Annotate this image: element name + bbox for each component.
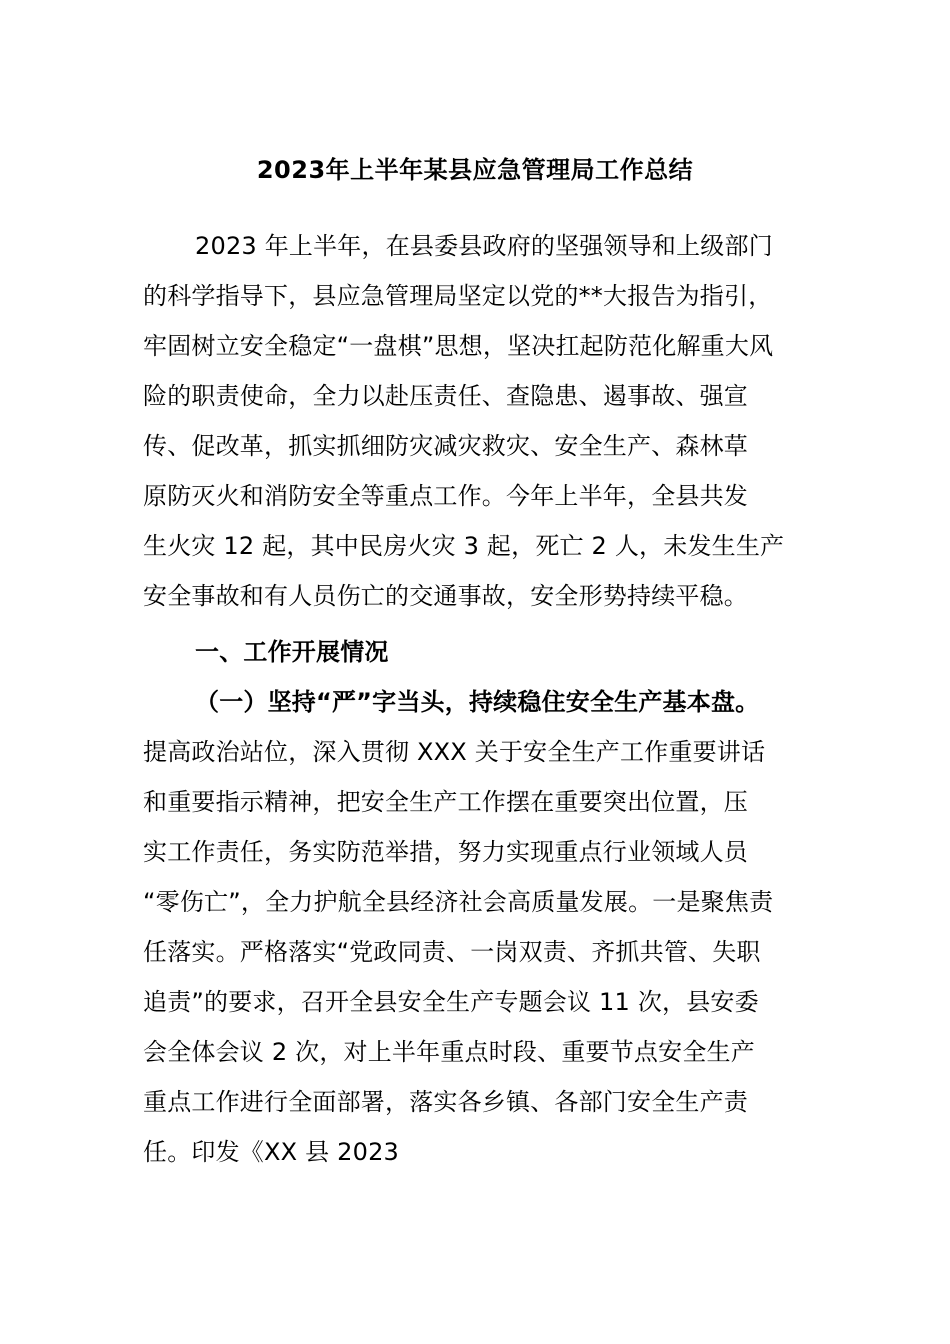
- paragraph-line: 会全体会议 2 次，对上半年重点时段、重要节点安全生产: [143, 1038, 755, 1066]
- paragraph-line: 的科学指导下，县应急管理局坚定以党的**大报告为指引，: [143, 282, 773, 310]
- paragraph-line: 任。印发《XX 县 2023: [143, 1138, 400, 1166]
- paragraph-line: 传、促改革，抓实抓细防灾减灾救灾、安全生产、森林草: [143, 432, 748, 460]
- document-title: 2023年上半年某县应急管理局工作总结: [256, 156, 694, 184]
- section-heading: （一）坚持“严”字当头，持续稳住安全生产基本盘。: [195, 688, 760, 716]
- paragraph-line: 和重要指示精神，把安全生产工作摆在重要突出位置，压: [143, 788, 748, 816]
- section-heading: 一、工作开展情况: [195, 638, 389, 666]
- paragraph-line: 重点工作进行全面部署，落实各乡镇、各部门安全生产责: [143, 1088, 748, 1116]
- paragraph-line: 原防灭火和消防安全等重点工作。今年上半年，全县共发: [143, 482, 748, 510]
- paragraph-line: 实工作责任，务实防范举措，努力实现重点行业领域人员: [143, 838, 748, 866]
- paragraph-line: 2023 年上半年，在县委县政府的坚强领导和上级部门: [195, 232, 773, 260]
- paragraph-line: 生火灾 12 起，其中民房火灾 3 起，死亡 2 人，未发生生产: [143, 532, 785, 560]
- paragraph-line: 任落实。严格落实“党政同责、一岗双责、齐抓共管、失职: [143, 938, 761, 966]
- paragraph-line: “零伤亡”，全力护航全县经济社会高质量发展。一是聚焦责: [143, 888, 774, 916]
- paragraph-line: 险的职责使命，全力以赴压责任、查隐患、遏事故、强宣: [143, 382, 748, 410]
- paragraph-line: 提高政治站位，深入贯彻 XXX 关于安全生产工作重要讲话: [143, 738, 766, 766]
- paragraph-line: 牢固树立安全稳定“一盘棋”思想，坚决扛起防范化解重大风: [143, 332, 774, 360]
- paragraph-line: 安全事故和有人员伤亡的交通事故，安全形势持续平稳。: [143, 582, 748, 610]
- paragraph-line: 追责”的要求，召开全县安全生产专题会议 11 次，县安委: [143, 988, 759, 1016]
